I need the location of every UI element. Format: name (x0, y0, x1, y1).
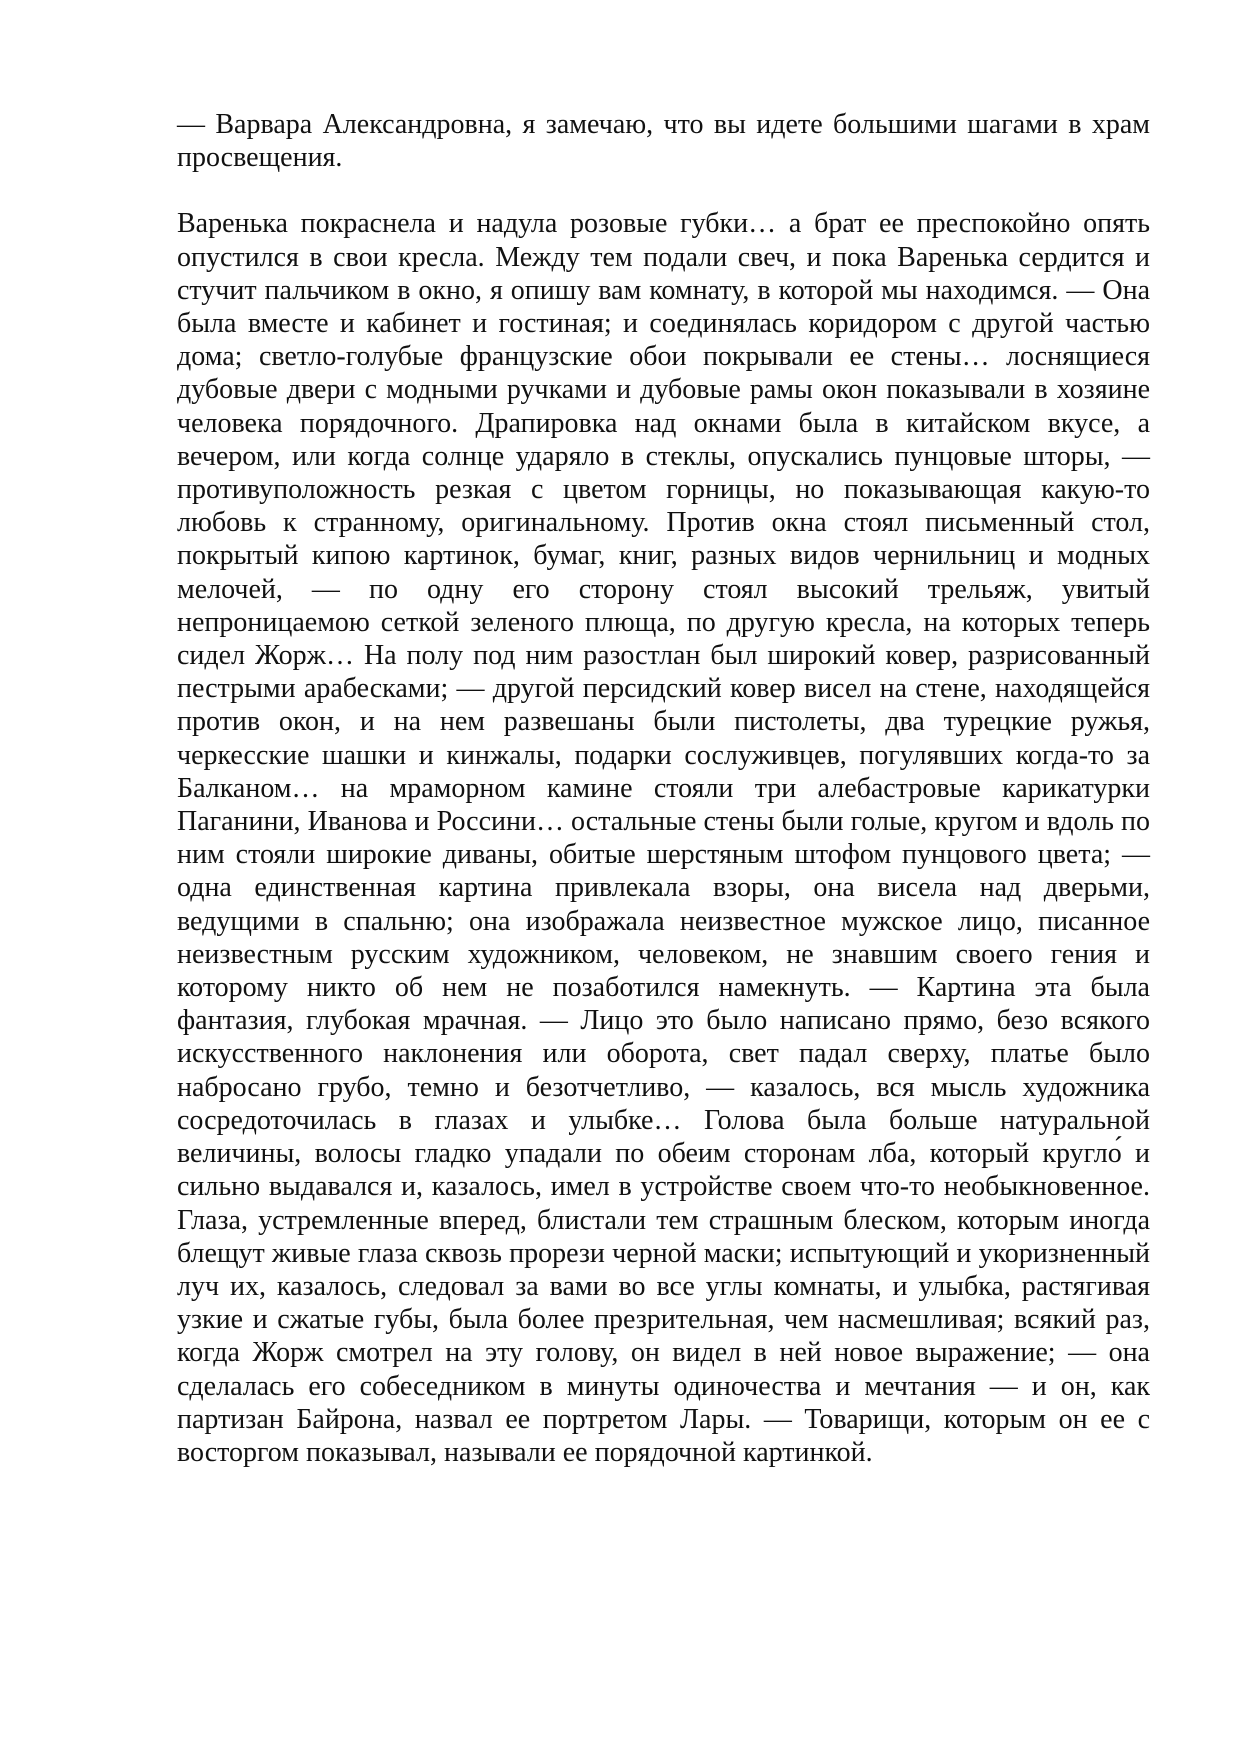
paragraph-1: — Варвара Александровна, я замечаю, что вы идете большими шагами в храм просвещения. (177, 109, 1150, 174)
paragraph-2: Варенька покраснела и надула розовые губки… а брат ее преспокойно опять опустился в свои кресла. Между тем подали свеч, и пока Варенька сердится и стучит пальчиком в окно, я опишу вам комнату, в которой мы находимся. — Она была вместе и кабинет и гостиная; и соединялась коридором с другой частью дома; светло-голубые французские обои покрывали ее стены… лоснящиеся дубовые двери с модными ручками и дубовые рамы окон показывали в хозяине человека порядочного. Драпировка над окнами была в китайском вкусе, а вечером, или когда солнце ударяло в стеклы, опускались пунцовые шторы, — противуположность резкая с цветом горницы, но показывающая какую-то любовь к странному, оригинальному. Против окна стоял письменный стол, покрытый кипою картинок, бумаг, книг, разных видов чернильниц и модных мелочей, — по одну его сторону стоял высокий трельяж, увитый непроницаемою сеткой зеленого плюща, по другую кресла, на которых теперь сидел Жорж… На полу под ним разостлан был широкий ковер, разрисованный пестрыми арабесками; — другой персидский ковер висел на стене, находящейся против окон, и на нем развешаны были пистолеты, два турецкие ружья, черкесские шашки и кинжалы, подарки сослуживцев, погулявших когда-то за Балканом… на мраморном камине стояли три алебастровые карикатурки Паганини, Иванова и Россини… остальные стены были голые, кругом и вдоль по ним стояли широкие диваны, обитые шерстяным штофом пунцового цвета; — одна единственная картина привлекала взоры, она висела над дверьми, ведущими в спальню; она изображала неизвестное мужское лицо, писанное неизвестным русским художником, человеком, не знавшим своего гения и которому никто об нем не позаботился намекнуть. — Картина эта была фантазия, глубокая мрачная. — Лицо это было написано прямо, безо всякого искусственного наклонения или оборота, свет падал сверху, платье было набросано грубо, темно и безотчетливо, — казалось, вся мысль художника сосредоточилась в глазах и улыбке… Голова была больше натуральной величины, волосы гладко упадали по обеим сторонам лба, который кругло́ и сильно выдавался и, казалось, имел в устройстве своем что-то необыкновенное. Глаза, устремленные вперед, блистали тем страшным блеском, которым иногда блещут живые глаза сквозь прорези черной маски; испытующий и укоризненный луч их, казалось, следовал за вами во все углы комнаты, и улыбка, растягивая узкие и сжатые губы, была более презрительная, чем насмешливая; всякий раз, когда Жорж смотрел на эту голову, он видел в ней новое выражение; — она сделалась его собеседником в минуты одиночества и мечтания — и он, как партизан Байрона, назвал ее портретом Лары. — Товарищи, которым он ее с восторгом показывал, называли ее порядочной картинкой. (177, 208, 1150, 1468)
document-page (177, 108, 1150, 1469)
